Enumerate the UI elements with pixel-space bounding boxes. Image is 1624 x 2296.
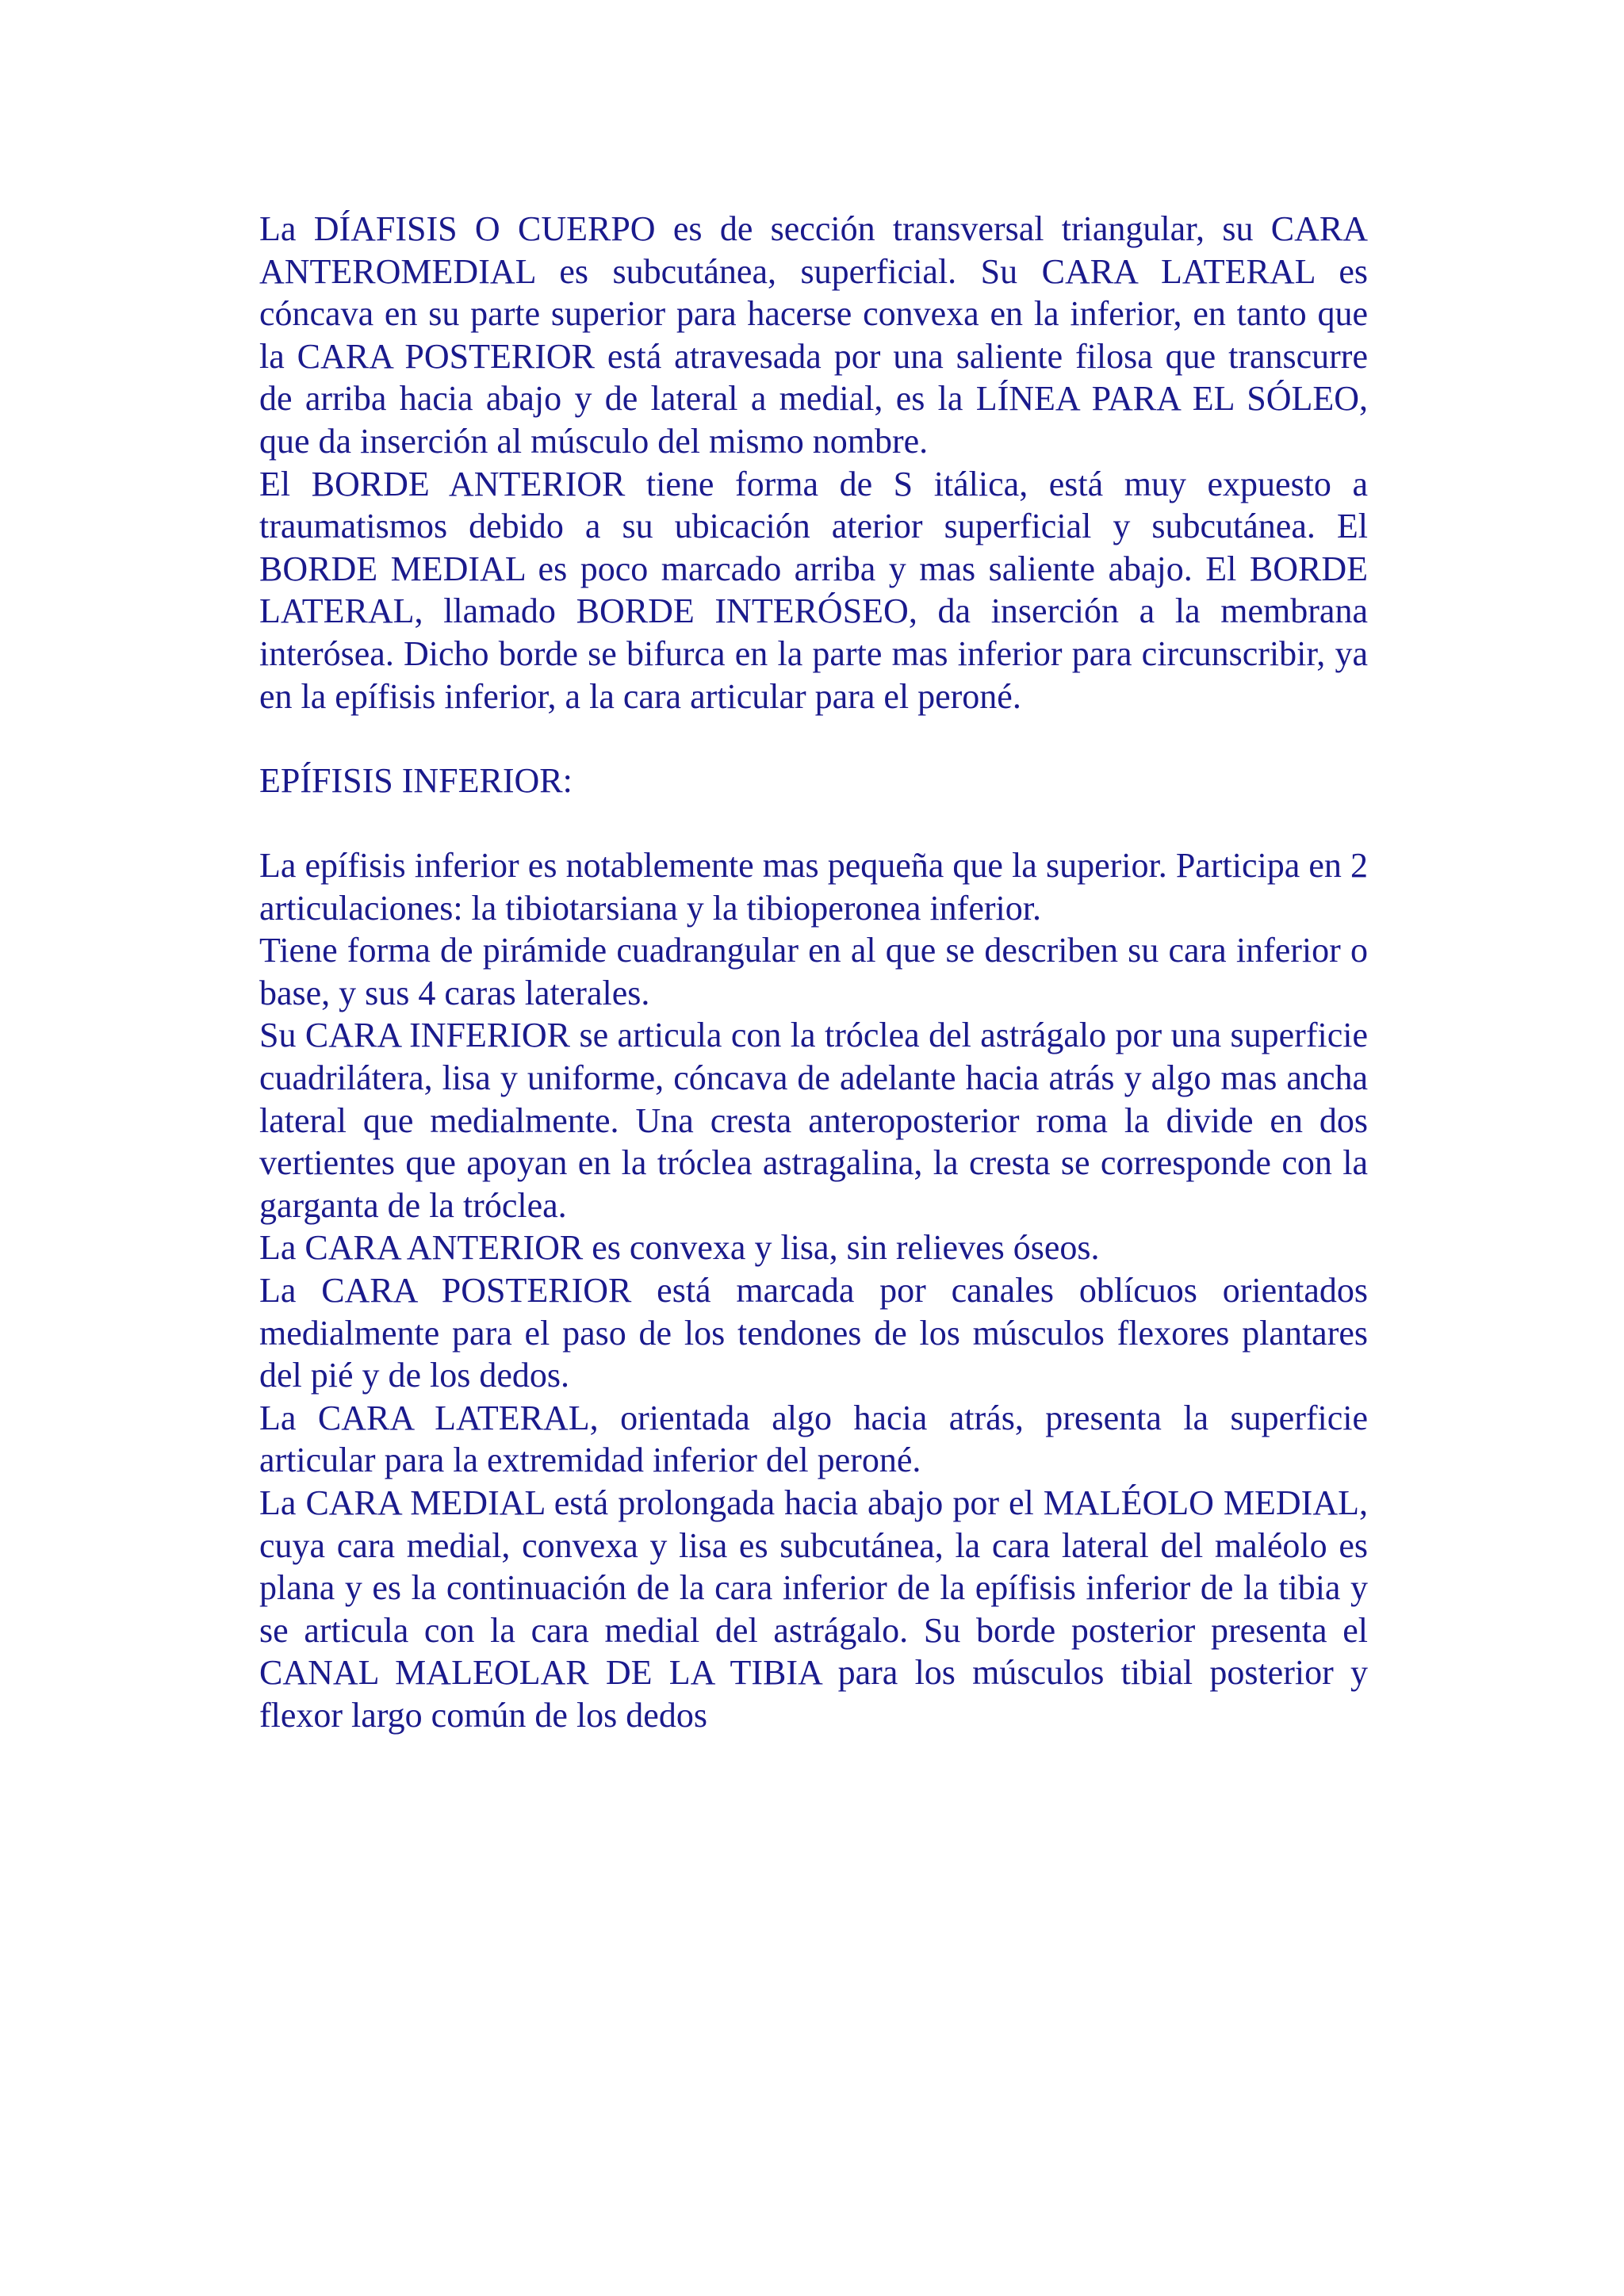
diafisis-section <box>259 208 1368 718</box>
cara-inferior-paragraph: Su CARA INFERIOR se articula con la tróclea del astrágalo por una superficie cuadrilátera, lisa y uniforme, cóncava de adelante hacia atrás y algo mas ancha lateral que medialmente. Una cresta anteroposterior roma la divide en dos vertientes que apoyan en la tróclea astragalina, la cresta se corresponde con la garganta de la tróclea. <box>259 1016 1368 1225</box>
borde-paragraph: El BORDE ANTERIOR tiene forma de S itálica, está muy expuesto a traumatismos debido a su ubicación aterior superficial y subcutánea. El BORDE MEDIAL es poco marcado arriba y mas saliente abajo. El BORDE LATERAL, llamado BORDE INTERÓSEO, da inserción a la membrana interósea. Dicho borde se bifurca en la parte mas inferior para circunscribir, ya en la epífisis inferior, a la cara articular para el peroné. <box>259 464 1368 716</box>
cara-medial-paragraph: La CARA MEDIAL está prolongada hacia abajo por el MALÉOLO MEDIAL, cuya cara medial, convexa y lisa es subcutánea, la cara lateral del maléolo es plana y es la continuación de la cara inferior de la epífisis inferior de la tibia y se articula con la cara medial del astrágalo. Su borde posterior presenta el CANAL MALEOLAR DE LA TIBIA para los músculos tibial posterior y flexor largo común de los dedos <box>259 1483 1368 1735</box>
cara-anterior-paragraph: La CARA ANTERIOR es convexa y lisa, sin relieves óseos. <box>259 1228 1100 1268</box>
forma-paragraph: Tiene forma de pirámide cuadrangular en al que se describen su cara inferior o base, y sus 4 caras laterales. <box>259 931 1368 1012</box>
epifisis-intro-paragraph: La epífisis inferior es notablemente mas pequeña que la superior. Participa en 2 articulaciones: la tibiotarsiana y la tibioperonea inferior. <box>259 846 1368 928</box>
diafisis-paragraph: La DÍAFISIS O CUERPO es de sección transversal triangular, su CARA ANTEROMEDIAL es subcutánea, superficial. Su CARA LATERAL es cóncava en su parte superior para hacerse convexa en la inferior, en tanto que la CARA POSTERIOR está atravesada por una saliente filosa que transcurre de arriba hacia abajo y de lateral a medial, es la LÍNEA PARA EL SÓLEO, que da inserción al músculo del mismo nombre. <box>259 209 1368 461</box>
section-heading: EPÍFISIS INFERIOR: <box>259 761 573 800</box>
epifisis-heading-section <box>259 760 1368 802</box>
cara-posterior-paragraph: La CARA POSTERIOR está marcada por canales oblícuos orientados medialmente para el paso de los tendones de los músculos flexores plantares del pié y de los dedos. <box>259 1270 1368 1395</box>
cara-lateral-paragraph: La CARA LATERAL, orientada algo hacia atrás, presenta la superficie articular para la extremidad inferior del peroné. <box>259 1398 1368 1480</box>
epifisis-section <box>259 844 1368 1736</box>
